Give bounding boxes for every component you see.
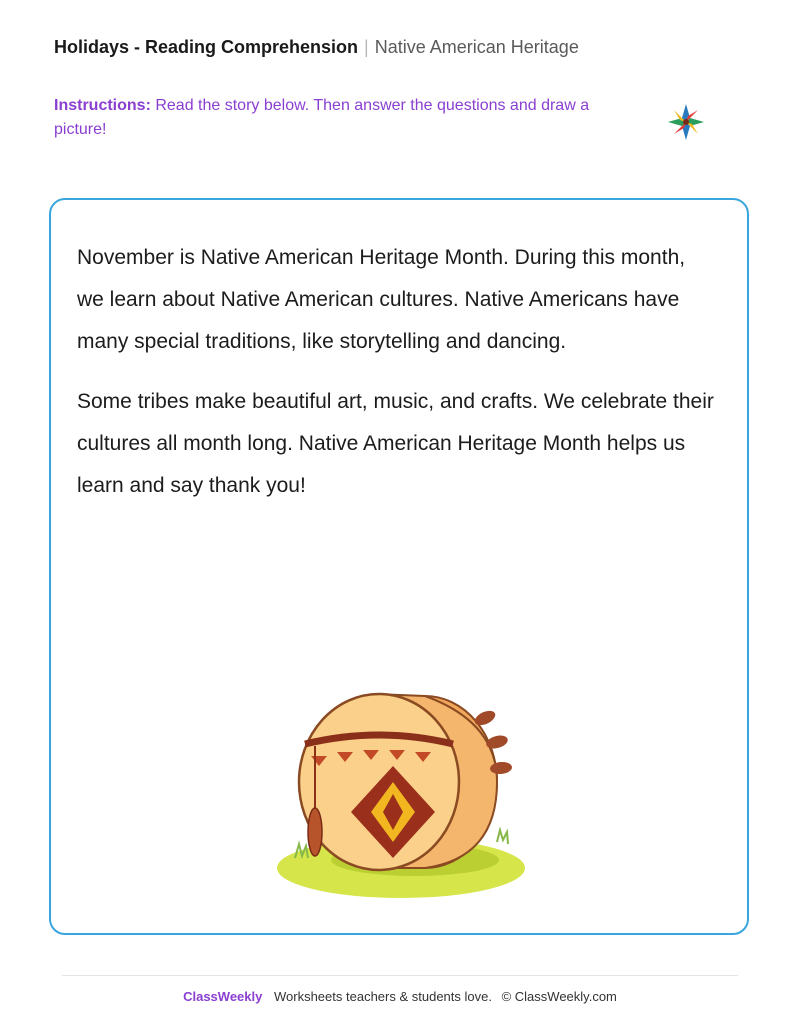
instructions: [54, 94, 614, 142]
drum-illustration: [275, 682, 527, 900]
footer-divider: [62, 975, 738, 976]
worksheet-header: [54, 37, 579, 58]
story-paragraph: November is Native American Heritage Month. During this month, we learn about Native American cultures. Native Americans have many special traditions, like storytelling and dancing.: [77, 246, 686, 353]
footer-tagline: Worksheets teachers & students love.: [273, 989, 492, 1004]
worksheet-title: Holidays - Reading Comprehension: [54, 37, 359, 57]
footer-brand: ClassWeekly: [183, 989, 263, 1004]
footer-copyright: © ClassWeekly.com: [501, 989, 617, 1004]
instructions-text: Read the story below. Then answer the questions and draw a picture!: [54, 97, 590, 138]
footer: [0, 989, 800, 1004]
story-text: [77, 237, 717, 525]
worksheet-subtitle: Native American Heritage: [374, 37, 579, 57]
story-paragraph: Some tribes make beautiful art, music, and crafts. We celebrate their cultures all month long. Native American Heritage Month helps us learn and say thank you!: [77, 390, 714, 497]
instructions-label: Instructions:: [54, 97, 151, 114]
native-star-icon: [666, 102, 706, 142]
header-separator: |: [364, 37, 369, 57]
story-box: [49, 198, 749, 935]
